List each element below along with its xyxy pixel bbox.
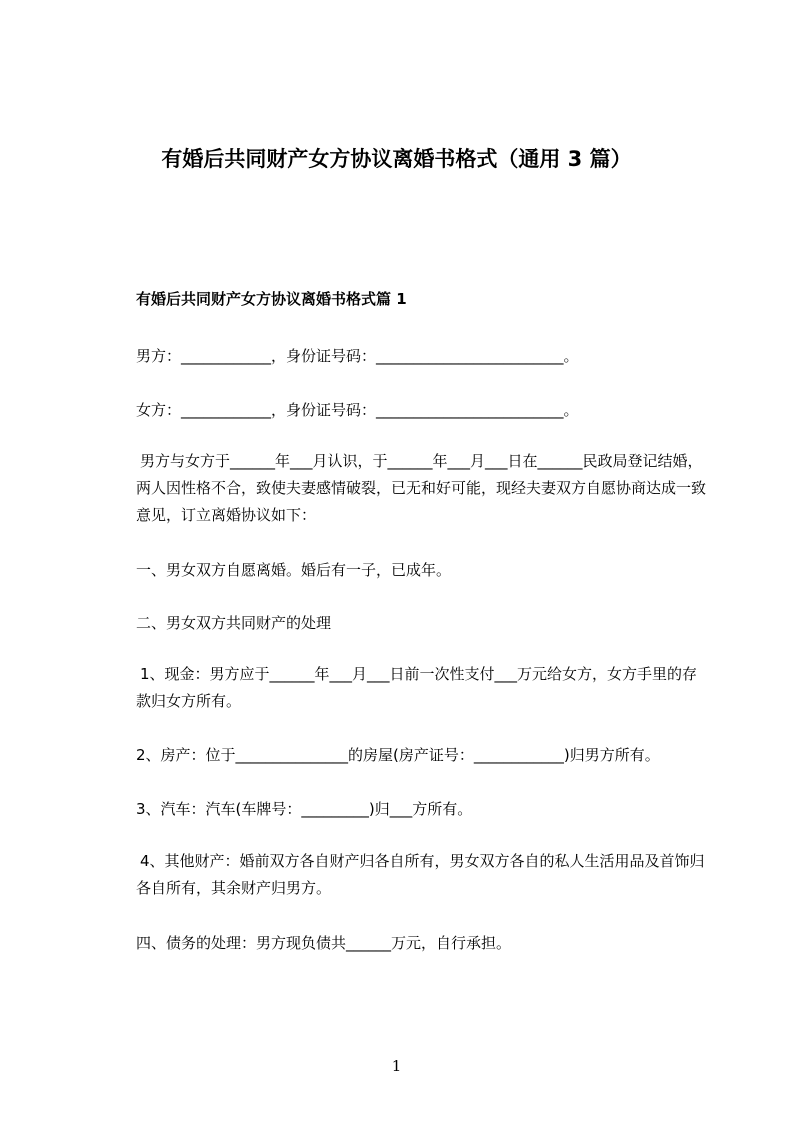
clause-2-other-property: 4、其他财产：婚前双方各自财产归各自所有，男女双方各自的私人生活用品及首饰归各自所有，其余财产归男方。 [136, 852, 705, 897]
clause-4-debt: 四、债务的处理：男方现负债共______万元，自行承担。 [136, 934, 512, 952]
page-number: 1 [391, 1057, 402, 1075]
section-title: 有婚后共同财产女方协议离婚书格式篇 1 [136, 290, 407, 308]
document-title: 有婚后共同财产女方协议离婚书格式（通用 3 篇） [161, 147, 632, 171]
clause-2-heading: 二、男女双方共同财产的处理 [136, 614, 332, 632]
clause-2-property: 2、房产：位于_______________的房屋(房产证号：____________)归男方所有。 [136, 746, 660, 764]
intro-paragraph: 男方与女方于______年___月认识，于______年___月___日在______民政局登记结婚，两人因性格不合，致使夫妻感情破裂，已无和好可能，现经夫妻双方自愿协商达成一致意见，订立离婚协议如下： [136, 452, 707, 524]
clause-2-cash: 1、现金：男方应于______年___月___日前一次性支付___万元给女方，女方手里的存款归女方所有。 [136, 665, 698, 710]
husband-info-line: 男方：____________，身份证号码：_________________________。 [136, 347, 579, 365]
clause-1: 一、男女双方自愿离婚。婚后有一子，已成年。 [136, 561, 452, 579]
wife-info-line: 女方：____________，身份证号码：_________________________。 [136, 401, 579, 419]
clause-2-car: 3、汽车：汽车(车牌号：_________)归___方所有。 [136, 800, 473, 818]
